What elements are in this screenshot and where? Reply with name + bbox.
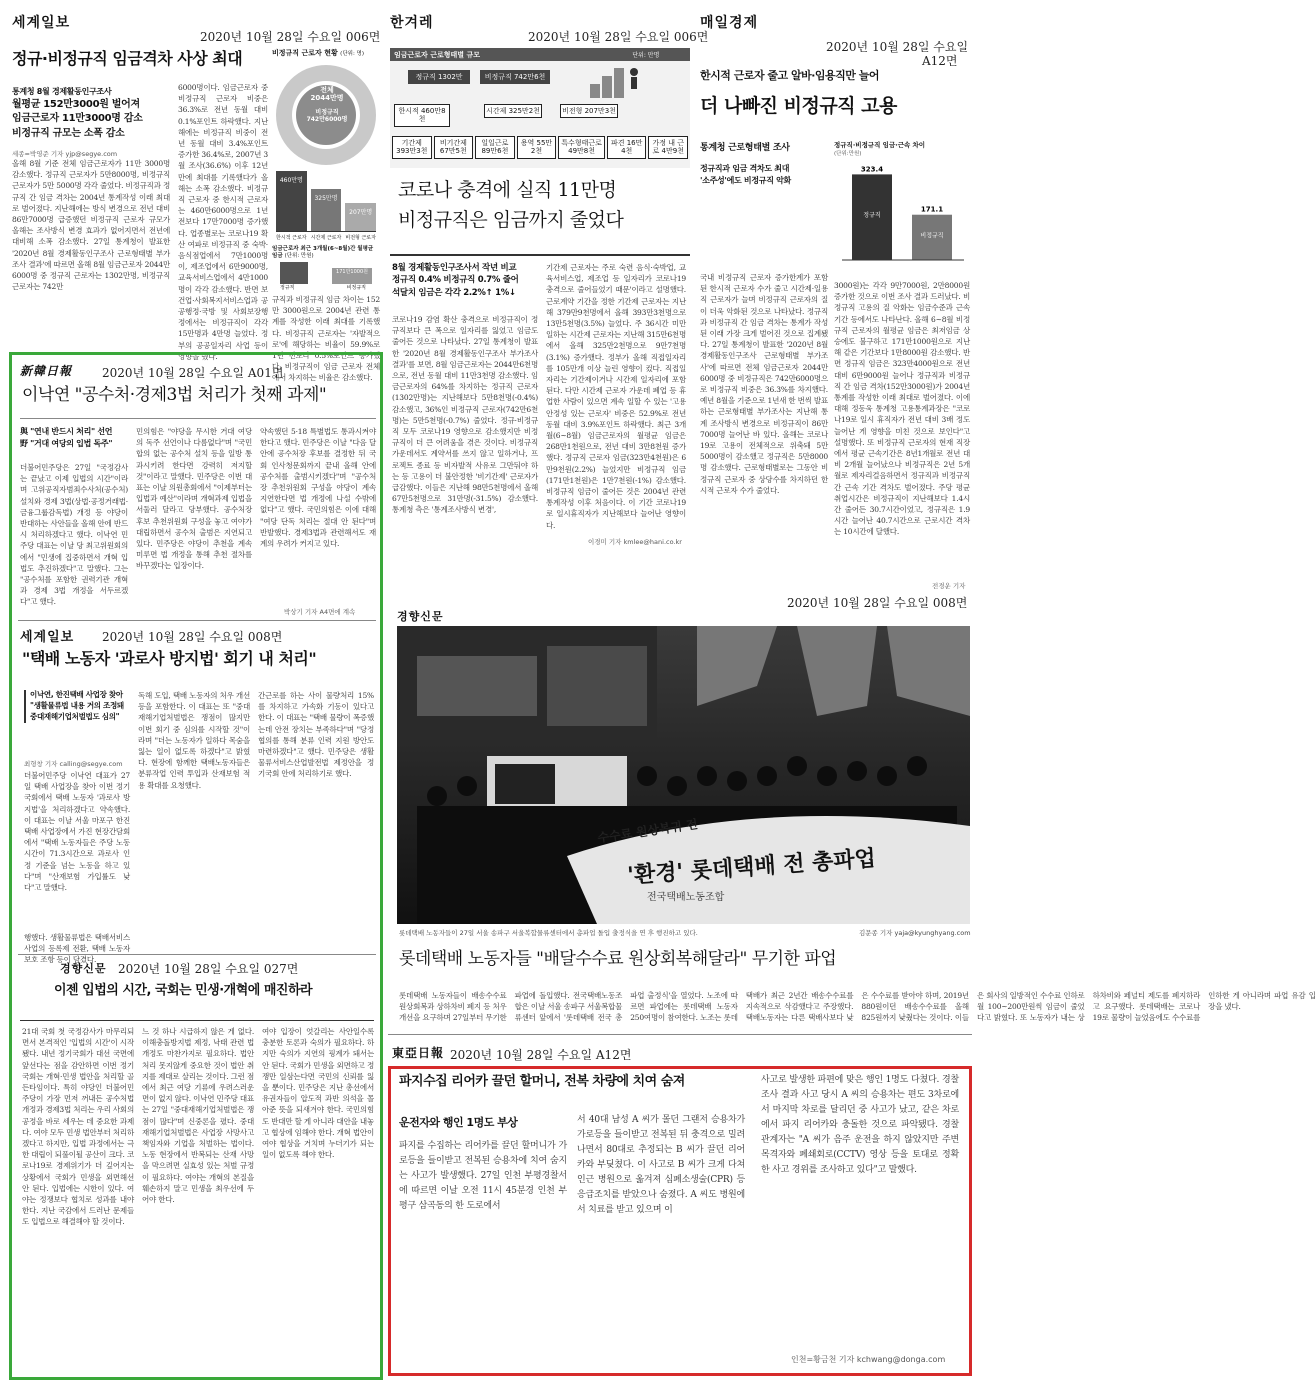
- headline: 정규·비정규직 임금격차 사상 최대: [12, 49, 243, 68]
- paper-name: 경향신문: [397, 610, 444, 623]
- chart-wage-gap: [834, 140, 970, 276]
- article-column: 파지를 수집하는 리어카를 끌던 할머니가 가로등을 들이받고 전복된 승용차에 치여 숨지는 사고가 발생했다. 27일 인천 부평경찰서에 따르면 이날 오전 11시 45분경 인천 부평구 삼곡동의 한 도로에서: [399, 1141, 567, 1211]
- subhead-line: 통계청 근로형태별 조사: [700, 143, 790, 153]
- chart-category-label: 정규직: [863, 212, 881, 220]
- photo-credit: 김문종 기자 yaja@kyunghyang.com: [859, 929, 971, 937]
- headline: 이낙연 "공수처·경제3법 처리가 첫째 과제": [22, 385, 327, 405]
- wage-label: 비정규직: [346, 285, 366, 291]
- article-body: 롯데택배 노동자들이 배송수수료 원상회복과 상하차비 폐지 등 처우 개선을 요구하며 27일부터 무기한 파업에 돌입했다. 전국택배노동조합은 이날 서울 송파구 서울복합물류센터 앞에서 '롯데택배 전국 총파업 출정식'을 열었다. 노조에 따르면 파업에는 롯데택배 노동자 250여명이 참여한다. 노조는 롯데택배가 최근 2년간 배송수수료를 지속적으로 삭감했다고 주장했다. 택배노동자는 다른 택배사보다 낮은 수수료를 받아야 하며, 2019년 880원이던 배송수수료를 올해 825원까지 낮췄다는 것이다. 이들은 회사의 일방적인 수수료 인하로 월 100~200만원씩 임금이 줄었다고 밝혔다. 또 노동자가 내는 상하차비와 페널티 제도를 폐지하라고 요구했다. 롯데택배는 코로나19로 물량이 늘었음에도 수수료를 인하한 게 아니라며 파업 유감 입장을 냈다.: [399, 991, 1316, 1023]
- headline: 이젠 입법의 시간, 국회는 민생·개혁에 매진하라: [54, 983, 313, 998]
- article-column: 올해 8월 기준 전체 임금근로자가 11만 3000명 감소했다. 정규직 근로자가 5만8000명, 비정규직 근로자가 5만 5000명 각각 줄었다. 비정규직과 정규직 간 임금 격차는 2004년 통계작성 이래 최대로 벌어졌다. 지난해에는 방식 변경으로 전년 대비 86만7000명 급증했던 비정규직 근로자 규모가 올해는 조사방식 변경 효과가 없어지면서 전년에 대비해 소폭 감소했다. 27일 통계청이 발표한 '2020년 8월 경제활동인구조사 근로형태별 부가조사 결과'에 따르면 올해 8월 임금근로자 2044만6000명 중 정규직 근로자는 1302만명, 비정규직 근로자는 742만: [12, 159, 170, 292]
- article-column: 6000명이다. 임금근로자 중 비정규직 근로자 비중은 36.3%로 전년 동월 대비 0.1%포인트 하락했다. 지난해에는 비정규직 비중이 전년 동월 대비 3.4%포인트 증가한 36.4%로, 2007년 3월 조사(36.6%) 이후 12년 만에 최대를 기록했다가 올해는 소폭 감소했다. 비정규직 근로자 중 한시적 근로자는 460만6000명으로 1년 전보다 17만7000명 증가했다. 업종별로는 코로나19 확산 여파로 비정규직 중 숙박·음식점업에서 7만1000명이, 제조업에서 6만9000명, 교육서비스업에서 4만1000명이 각각 감소했다. 반면 보건업·사회복지서비스업과 공공행정·국방 및 사회보장행정에서는 비정규직이 각각 15만명과 4만명 늘었다. 정부의 공공일자리 사업 등이 영향을 줬다.: [178, 83, 268, 361]
- subhead-line: 與 "연내 반드시 처리" 선언: [20, 427, 113, 436]
- article-column: 독해 도입, 택배 노동자의 처우 개선 등을 포함한다. 이 대표는 또 "중대재해기업처벌법은 쟁점이 많지만 이번 회기 중 심의를 시작할 것"이라며 "더는 노동자가 일하다 목숨을 잃는 일이 없도록 하겠다"고 밝혔다. 현장에 함께한 택배노동자들은 분류작업 인력 투입과 산재보험 적용 확대를 요청했다.: [138, 691, 250, 790]
- wage-title: 임금근로자 최근 3개월(6~8월)간 월평균 임금: [272, 246, 374, 259]
- article-column: 기간제 근로자는 주로 숙련 음식·숙박업, 교육서비스업, 제조업 등 일자리가 코로나19 충격으로 줄어들었기 때문'이라고 설명했다. 근로계약 기간을 정한 기간제 근로자는 지난해 379만9천명에서 올해 393만3천명으로 13만5천명(3.5%) 늘었다. 주 36시간 미만 일하는 시간제 근로자는 지난해 315만6천명에서 올해 325만2천명으로 9만7천명(3.1%) 증가했다. 정부가 올해 직접일자리를 105만개 이상 늘린 영향이 컸다. 직접일자리는 기간제이거나 시간제 일자리에 포함된다. 다만 시간제 근로자 가운데 폐업 등 휴업한 사람이 있으면 계속 일할 수 있는 '고용안정성 있는 근로자' 비중은 52.9%로 전년 동월 대비 3.9%포인트 하락했다. 최근 3개월(6~8월) 임금근로자의 월평균 임금은 268만1천원으로, 전년 대비 3만8천원 증가했다. 정규직 근로자 임금(323만4천원)은 6만9천원(2.2%) 늘었지만 비정규직 임금(171만1천원)은 1만7천원(-1%) 감소했다. 비정규직 임금이 줄어든 것은 2004년 관련 통계작성 이후 처음이다. 이 기간 코로나19로 일시휴직자가 지난해보다 늘어난 영향이다.: [546, 263, 686, 530]
- total-label: 전체: [320, 86, 334, 94]
- wage-bar-regular: [280, 262, 308, 284]
- byline: 전경운 기자: [932, 582, 966, 590]
- subhead-line: 비정규직 규모는 소폭 감소: [12, 127, 125, 139]
- issue-page: A12면: [922, 54, 958, 68]
- subhead-line: 이낙연, 한진택배 사업장 찾아: [30, 690, 123, 699]
- byline: 세종=박영준 기자 yjp@segye.com: [12, 150, 118, 159]
- subhead-line: "생활물류법 내용 거의 조정돼: [30, 700, 124, 710]
- clipping-khan-lotte-strike: [395, 592, 1316, 1030]
- banner-text: '환경' 롯데택배 전 총파업: [626, 846, 877, 889]
- article-column: 코로나19 감염 확산 충격으로 비정규직이 정규직보다 큰 폭으로 일자리를 잃었고 임금도 줄어든 것으로 나타났다. 27일 통계청이 발표한 '2020년 8월 경제활동인구조사 부가조사 결과'를 보면, 8월 임금근로자는 2044만6천명으로, 전년 동월 대비 11만3천명 감소했다. 임금근로자의 64%를 차지하는 정규직 근로자(1302만명)는 지난해보다 5만8천명(-0.4%) 감소했고, 36%인 비정규직 근로자(742만6천명)는 5만5천명(-0.7%) 줄었다. 정규·비정규직 모두 코로나19 영향으로 감소했지만 비정규직이 더 큰 어려움을 겪은 것이다. 비정규직 가운데서도 계약서를 쓰지 않고 일하거나, 프로젝트 종료 등 비자발적 사유로 그만둬야 하는 등 고용이 더 불안정한 '비기간제' 근로자가 급감했다. 이들은 지난해 98만5천명에서 올해 67만5천명으로 31만명(-31.5%) 감소했다. 통계청 측은 '통계조사방식 변경',: [392, 315, 538, 515]
- photo-caption: 롯데택배 노동자들이 27일 서울 송파구 서울복합물류센터에서 총파업 돌입 출정식을 연 후 행진하고 있다.: [399, 929, 698, 937]
- bar-group: [276, 170, 376, 232]
- subhead-line: '소주성'에도 비정규직 악화: [700, 175, 791, 185]
- clipping-segye-delivery-law: [14, 620, 380, 965]
- article-column: 간근로를 하는 사이 물량처리 15%를 차지하고 가속화 기동이 있다고 한다. 이 대표는 "택배 물량이 폭증했는데 안전 장치는 부족하다"며 "당정 협의를 통해 분류 인력 지원 방안도 마련하겠다"고 했다. 민주당은 생활물류서비스산업발전법 제정안을 정기국회 안에 처리하기로 했다.: [258, 691, 374, 779]
- headline-line: 더 나빠진 비정규직 고용: [700, 95, 897, 117]
- subhead-line: 임금근로자 11만3000명 감소: [12, 113, 143, 125]
- paper-name: 新韓日報: [20, 364, 73, 378]
- banner-text: 전국택배노동조합: [647, 892, 725, 903]
- article-column: 더불어민주당은 27일 "국정감사는 끝났고 이제 입법의 시간"이라며 고위공직자범죄수사처(공수처) 설치와 경제 3법(상법·공정거래법·금융그룹감독법) 개정 등 야당이 반대하는 사안들을 올해 안에 반드시 처리하겠다고 했다. 이낙연 민주당 대표는 이날 당 최고위원회의에서 "민생에 집중하면서 개혁 입법도 추진하겠다"고 말했다. 그는 "공수처를 포함한 권력기관 개혁과 경제 3법 개정을 서두르겠다"고 했다.: [20, 463, 128, 607]
- inner-value: 742만6000명: [306, 115, 348, 123]
- article-column: 서 40대 남성 A 씨가 몰던 그랜저 승용차가 가로등을 들이받고 전복된 뒤 충격으로 밀려나면서 80대로 추정되는 B 씨가 끌던 리어카와 부딪쳤다. 이 사고로 B 씨가 크게 다쳐 인근 병원으로 옮겨져 심폐소생술(CPR) 등 응급조치를 받았으나 숨졌다. A 씨도 병원에서 치료를 받고 있으며 이: [577, 1115, 745, 1215]
- chart-title: 비정규직 근로자 현황: [272, 49, 338, 57]
- headline-line: 코로나 충격에 실직 11만명: [398, 179, 617, 201]
- bar-label: 시간제 근로자: [310, 235, 342, 241]
- subhead-line: 월평균 152만3000원 벌어져: [12, 98, 140, 110]
- bar-label: 한시적 근로자: [276, 235, 307, 241]
- clipping-hankook-lee-nakyon: [14, 356, 380, 620]
- infographic-nonregular-workers: [272, 48, 380, 290]
- node-homework: 가정 내 근로 4만9천: [648, 136, 688, 159]
- paper-name: 東亞日報: [392, 1046, 445, 1060]
- node-regular: 정규직 1302만: [408, 70, 470, 84]
- article-column: 21대 국회 첫 국정감사가 마무리되면서 본격적인 '입법의 시간'이 시작됐다. 내년 정기국회가 대선 국면에 앞선다는 점을 감안하면 이번 정기국회는 개혁·민생 법안을 처리할 골든타임이다. 특히 야당인 더불어민주당이 가장 먼저 꺼내든 공수처법 개정과 경제3법 처리는 우리 사회의 공정을 바로 세우는 데 중요한 과제다. 여야 모두 민생 법안부터 처리하겠다고 하지만, 입법 과정에서는 극한 대립이 되풀이될 공산이 크다. 코로나19로 경제위기가 더 깊어지는 상황에서 국회가 민생을 외면해선 안 된다. 입법에는 시한이 있다. 여야는 정쟁보다 협치로 성과를 내야 한다. 지난 국감에서 드러난 문제들도 입법으로 해결해야 할 것이다.: [22, 1027, 134, 1227]
- diagram-title: 임금근로자 근로형태별 규모: [394, 51, 481, 59]
- headline: 파지수집 리어카 끌던 할머니, 전복 차량에 치여 숨져: [399, 1074, 685, 1089]
- issue-date: 2020년 10월 28일 수요일 006면: [528, 30, 709, 44]
- node-special: 특수형태근로 49만8천: [558, 136, 605, 159]
- subhead-line: 野 "거대 여당의 입법 독주": [20, 438, 113, 448]
- node-service: 용역 55만2천: [517, 136, 557, 159]
- chart-category-label: 비정규직: [920, 232, 944, 240]
- bar-chart: [834, 160, 970, 272]
- clipping-khan-editorial: [14, 954, 380, 1376]
- headline: "택배 노동자 '과로사 방지법' 회기 내 처리": [22, 649, 317, 668]
- article-column: 여야 입장이 엇갈리는 사안일수록 충분한 토론과 숙의가 필요하다. 하지만 숙의가 지연의 핑계가 돼서는 안 된다. 국회가 민생을 외면하고 정쟁만 일삼는다면 국민의 신뢰를 잃을 뿐이다. 민주당은 지난 총선에서 유권자들이 압도적 과반 의석을 몰아준 뜻을 되새겨야 한다. 국민의힘도 반대만 할 게 아니라 대안을 내놓고 협상에 임해야 한다. 개혁 법안이 여야 협상을 거치며 누더기가 되는 일이 없도록 해야 한다.: [262, 1027, 374, 1160]
- article-column: 국내 비정규직 근로자 증가한계가 포함된 한시적 근로자 수가 줄고 시간제·일용직 근로자가 늘며 비정규직 근로자의 질이 더욱 악화된 것으로 나타났다. 정규직과 비정규직 간 임금 격차는 통계가 작성된 이래 가장 크게 벌어진 것으로 집계됐다. 27일 통계청이 발표한 '2020년 8월 경제활동인구조사 근로형태별 부가조사'에 따르면 전체 임금근로자 2044만6000명 중 비정규직은 742만6000명으로 비정규직 비중은 36.3%를 차지했다. 예년 8월을 기준으로 1년새 한 번씩 발표하는 근로형태별 부가조사는 지난해 통계 조사방식 변경으로 비정규직이 86만7000명 늘어난 바 있다. 올해는 코로나19로 고용이 전체적으로 위축돼 5만5000명이 감소했고 정규직은 5만8000명 감소했다. 근로형태별로는 그동안 비정규직 근로자 중 상당수를 차지하던 한시적 근로자 수가 줄었다.: [700, 273, 828, 495]
- paper-name: 세계일보: [12, 15, 71, 31]
- banner-text: 수수료 원상복귀 전: [596, 817, 699, 845]
- subhead-line: 통계청 8월 경제활동인구조사: [12, 87, 112, 96]
- article-column: 규직과 비정규직 임금 차이는 152만 3000원으로 2004년 관련 통계를 작성한 이래 최대를 기록했다. 비정규직 근로자는 '자발적으로'에 해당하는 비율이 59.9%로 1년 전보다 0.5%포인트 증가했다. 비정규직이 임금 근로자 전체에서 차지하는 비율은 감소했다.: [272, 295, 380, 383]
- paper-name: 한겨레: [390, 15, 434, 31]
- article-column: 민의힘은 "야당을 무시한 거대 여당의 독주 선언이나 다름없다"며 "국민 합의 없는 공수처 설치 등을 일방 통과시키려 한다면 강력히 저지할 것"이라고 말했다. 민주당은 이번 대표는 이날 의원총회에서 "이제부터는 입법과 예산"이라며 개혁과제 입법을 서둘러 달라고 당부했다. 공수처장 후보 추천위원회 구성을 놓고 여야가 대립하면서 공수처 출범은 지연되고 있다. 민주당은 야당이 추천을 계속 미루면 법 개정을 통해 추천 절차를 바꾸겠다는 입장이다.: [136, 427, 252, 571]
- article-column: 약속했던 5·18 특별법도 통과시켜야 한다고 했다. 민주당은 이날 "다음 달 안에 공수처장 후보를 결정한 뒤 국회 인사청문회까지 끝내 올해 안에 공수처를 출범시키겠다"며 "공수처장 추천위원회 구성을 야당이 계속 지연한다면 법 개정에 나설 수밖에 없다"고 했다. 국민의힘은 이에 대해 "여당 단독 처리는 절대 안 된다"며 반발했다. 경제3법과 관련해서도 재계의 우려가 커지고 있다.: [260, 427, 376, 549]
- byline: 인천=황금천 기자 kchwang@donga.com: [791, 1355, 946, 1364]
- wage-bar-nonregular: 171만1000원: [332, 268, 372, 284]
- issue-date: 2020년 10월 28일 수요일: [826, 40, 969, 54]
- chart-title: 정규직·비정규직 임금·근속 차이: [834, 141, 926, 149]
- issue-date: 2020년 10월 28일 수요일 027면: [118, 962, 299, 976]
- subhead-line: 중대재해기업처벌법도 심의": [30, 711, 120, 721]
- diagram-employment-types: [390, 48, 690, 168]
- subhead-block: [700, 142, 828, 186]
- node-daily: 일일근로 89만6천: [475, 136, 515, 159]
- paper-name: 세계일보: [20, 630, 75, 645]
- paper-name: 경향신문: [60, 962, 107, 975]
- subhead-line: 정규직과 임금 격차도 최대: [700, 164, 790, 174]
- article-column: 행했다. 생활물류법은 택배서비스사업의 등록제 전환, 택배 노동자 보호 조항 등이 담겼다.: [24, 933, 130, 965]
- wage-unit: (단위: 만원): [284, 252, 314, 259]
- headline: 롯데택배 노동자들 "배달수수료 원상회복해달라" 무기한 파업: [399, 949, 837, 969]
- node-nonfixedterm: 비기간제 67만5천: [434, 136, 474, 159]
- chart-value-label: 171.1: [920, 205, 944, 214]
- issue-date: 2020년 10월 28일 수요일 A12면: [450, 1048, 632, 1062]
- subhead-block: [392, 262, 540, 299]
- bar: 460만명: [276, 171, 307, 231]
- node-temporary: 한시적 460만8천: [394, 104, 450, 127]
- byline: 박상기 기자 A4면에 계속: [284, 608, 356, 616]
- clipping-mk-nonregular: [700, 8, 972, 588]
- issue-date: 2020년 10월 28일 수요일 006면: [200, 30, 381, 44]
- paper-name: 매일경제: [700, 15, 759, 31]
- headline-line: 한시적 근로자 줄고 알바·임용직만 늘어: [700, 69, 880, 82]
- node-atypical: 비전형 207만3천: [560, 104, 618, 118]
- byline: 최형창 기자 calling@segye.com: [24, 760, 123, 768]
- subhead-line: 8월 경제활동인구조사서 작년 비교: [392, 263, 517, 273]
- headline-line: 비정규직은 임금까지 줄었다: [398, 209, 624, 231]
- chart-unit: (단위: 명): [340, 51, 365, 57]
- highlight-frame-red: [388, 1066, 972, 1376]
- node-fixedterm: 기간제 393만3천: [392, 136, 432, 159]
- article-column: 사고로 발생한 파편에 맞은 행인 1명도 다쳤다. 경찰 조사 결과 사고 당시 A 씨의 승용차는 편도 3차로에서 마지막 차로를 달리던 중 사고가 났고, 같은 차로에서 파지 리어카와 충돌한 것으로 파악됐다. 경찰 관계자는 "A 씨가 음주 운전을 하지 않았지만 주변 목격자와 폐쇄회로(CCTV) 영상 등을 토대로 정확한 사고 경위를 조사하고 있다"고 말했다.: [761, 1075, 959, 1175]
- total-value: 2044만명: [310, 94, 344, 103]
- article-column: 3000원)는 각각 9만7000원, 2만8000원 증가한 것으로 이번 조사 결과 드러났다. 비정규직 고용의 질 악화는 임금수준과 근속 기간 등에서도 나타난다. 올해 6~8월 비정규직 근로자의 월평균 임금은 최저임금 상승에도 불구하고 171만1000원으로 지난해 같은 기간보다 1만8000원 감소했다. 반면 정규직 임금은 323만4000원으로 전년 대비 6만9000원 늘어나 정규직과 비정규직 간 임금 격차(152만3000원)가 2004년 통계를 작성한 이래 최대로 벌어졌다. 이에 대해 정동욱 통계청 고용통계과장은 "코로나19로 일시 휴직자가 전년 대비 3배 정도 늘어난 게 영향을 미친 것으로 보인다"고 설명했다. 또 비정규직 근로자의 현재 직장에서 평균 근속기간은 8년1개월로 전년 대비 2개월 늘어났으나 비정규직은 2년 5개월로 제자리걸음하면서 정규직과 비정규직 간 근속 기간 격차도 벌어졌다. 주당 평균 취업시간은 비정규직이 지난해보다 1.4시간 줄어든 30.7시간이었고, 정규직은 1.9시간 늘어난 40.7시간으로 근로시간 격차는 10시간에 달했다.: [834, 281, 970, 537]
- subhead-line: 석달치 임금은 각각 2.2%↑ 1%↓: [392, 287, 516, 298]
- strike-photo: [397, 626, 970, 924]
- article-column: 더불어민주당 이낙연 대표가 27일 택배 사업장을 찾아 이번 정기국회에서 택배 노동자 '과로사 방지법'을 처리하겠다고 약속했다. 이 대표는 이날 서울 마포구 한진택배 사업장에서 가진 현장간담회에서 "택배 노동자들은 주당 노동시간이 71.3시간으로 과로사 인정 기준을 넘는 노동을 하고 있다"며 "산재보험 가입률도 낮다"고 말했다.: [24, 771, 130, 893]
- wage-label: 정규직: [280, 285, 295, 291]
- inner-label: 비정규직: [315, 108, 339, 116]
- issue-date: 2020년 10월 28일 수요일 008면: [787, 596, 968, 610]
- article-column: 느 것 하나 시급하지 않은 게 없다. 이해충돌방지법 제정, 낙태 관련 법 개정도 마찬가지로 필요하다. 법안 처리 못지않게 중요한 것이 법안 취지를 제대로 살리는 것이다. 그런 점에서 최근 여당 기류에 우려스러운 면이 없지 않다. 이낙연 민주당 대표는 27일 "중대재해기업처벌법은 쟁점이 많다"며 신중론을 폈다. 중대재해기업처벌법은 사업장 사망사고 책임자와 기업을 처벌하는 법이다. 노동 현장에서 반복되는 산재 사망을 막으려면 실효성 있는 처벌 규정이 필요하다. 여야는 개혁의 본질을 훼손하지 말고 민생을 최우선에 두어야 한다.: [142, 1027, 254, 1205]
- bar: 325만명: [311, 189, 342, 231]
- chart-unit: (단위:만원): [834, 151, 862, 157]
- subhead-block: [12, 86, 172, 161]
- diagram-note: 단위: 만명: [632, 52, 660, 59]
- bar: 207만명: [345, 203, 376, 231]
- clipping-hani-covid-jobs: [388, 8, 709, 588]
- subhead-block: [24, 690, 128, 723]
- worker-icon: [590, 64, 650, 100]
- node-parttime: 시간제 325만2천: [484, 104, 542, 118]
- chart-value-label: 323.4: [860, 165, 884, 174]
- issue-date: 2020년 10월 28일 수요일 A01면: [102, 366, 284, 380]
- subhead-line: 정규직 0.4% 비정규직 0.7% 줄어: [392, 275, 519, 286]
- byline: 이경미 기자 kmlee@hani.co.kr: [588, 538, 682, 546]
- subhead-block: [20, 426, 128, 449]
- node-dispatch: 파견 16만4천: [607, 136, 647, 159]
- bar-label: 비전형 근로자: [345, 235, 376, 241]
- node-nonregular: 비정규직 742만6천: [480, 70, 550, 84]
- subhead: 운전자와 행인 1명도 부상: [399, 1116, 518, 1129]
- issue-date: 2020년 10월 28일 수요일 008면: [102, 630, 283, 644]
